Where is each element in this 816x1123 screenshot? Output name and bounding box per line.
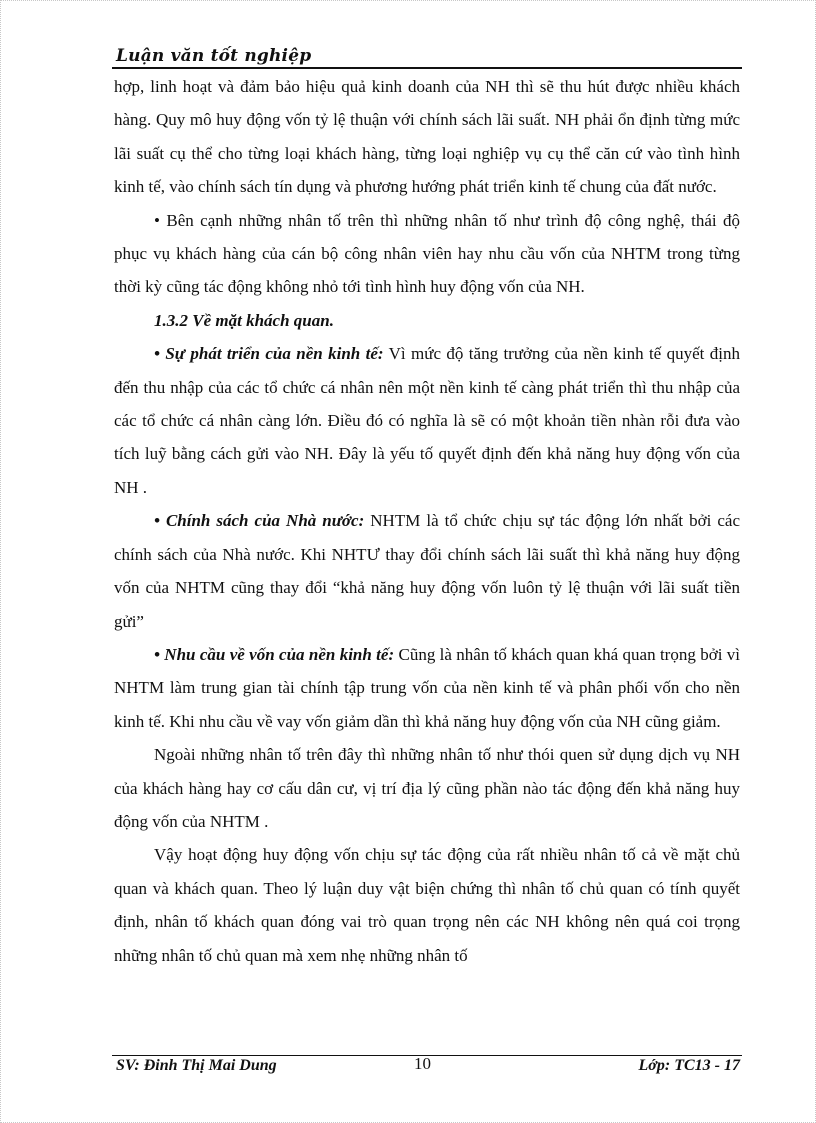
paragraph-5 [114, 638, 740, 738]
header-rule [112, 67, 742, 69]
document-body [114, 70, 740, 972]
paragraph-3 [114, 337, 740, 504]
paragraph-4-text: NHTM là tổ chức chịu sự tác động lớn nhất bởi các chính sách của Nhà nước. Khi NHTƯ thay đổi chính sách lãi suất thì khả năng huy động vốn của NHTM cũng thay đổi “khả năng huy động vốn luôn tỷ lệ thuận với lãi suất tiền gửi” [114, 511, 741, 631]
section-heading: 1.3.2 Về mặt khách quan. [154, 310, 334, 330]
paragraph-3-lead: • Sự phát triển của nền kinh tế: [154, 344, 384, 364]
paragraph-5-text: Cũng là nhân tố khách quan khá quan trọng bởi vì NHTM làm trung gian tài chính tập trung vốn của nền kinh tế và phân phối vốn cho nền kinh tế. Khi nhu cầu về vay vốn giảm dần thì khả năng huy động vốn của NH cũng giảm. [114, 644, 740, 731]
paragraph-7: Vậy hoạt động huy động vốn chịu sự tác động của rất nhiều nhân tố cả về mặt chủ quan và khách quan. Theo lý luận duy vật biện chứng thì nhân tố chủ quan có tính quyết định, nhân tố khách quan đóng vai trò quan trọng nên các NH không nên quá coi trọng những nhân tố chủ quan mà xem nhẹ những nhân tố [114, 845, 740, 965]
running-header-title: Luận văn tốt nghiệp [116, 46, 312, 66]
paragraph-2: • Bên cạnh những nhân tố trên thì những nhân tố như trình độ công nghệ, thái độ phục vụ khách hàng của cán bộ công nhân viên hay nhu cầu vốn của NHTM trong từng thời kỳ cũng tác động không nhỏ tới tình hình huy động vốn của NH. [114, 210, 740, 297]
footer-student-name: SV: Đinh Thị Mai Dung [116, 1057, 277, 1074]
paragraph-3-text: Vì mức độ tăng trưởng của nền kinh tế quyết định đến thu nhập của các tổ chức cá nhân nên một nền kinh tế càng phát triển thì thu nhập của các tổ chức cá nhân càng lớn. Điều đó có nghĩa là sẽ có một khoản tiền nhàn rỗi đưa vào tích luỹ bằng cách gửi vào NH. Đây là yếu tố quyết định đến khả năng huy động vốn của NH . [114, 344, 740, 497]
paragraph-4-lead: • Chính sách của Nhà nước: [154, 511, 365, 531]
paragraph-1: hợp, linh hoạt và đảm bảo hiệu quả kinh doanh của NH thì sẽ thu hút được nhiều khách hàng. Quy mô huy động vốn tỷ lệ thuận với chính sách lãi suất. NH phải ổn định từng mức lãi suất cụ thể cho từng loại khách hàng, từng loại nghiệp vụ cụ thể căn cứ vào tình hình kinh tế, vào chính sách tín dụng và phương hướng phát triển kinh tế chung của đất nước. [114, 77, 740, 197]
paragraph-4 [114, 504, 740, 638]
paragraph-5-lead: • Nhu cầu về vốn của nền kinh tế: [154, 644, 395, 664]
footer-class-label: Lớp: TC13 - 17 [638, 1057, 740, 1074]
paragraph-6: Ngoài những nhân tố trên đây thì những nhân tố như thói quen sử dụng dịch vụ NH của khách hàng hay cơ cấu dân cư, vị trí địa lý cũng phần nào tác động đến khả năng huy động vốn của NHTM . [114, 745, 740, 831]
page-number: 10 [414, 1054, 431, 1073]
